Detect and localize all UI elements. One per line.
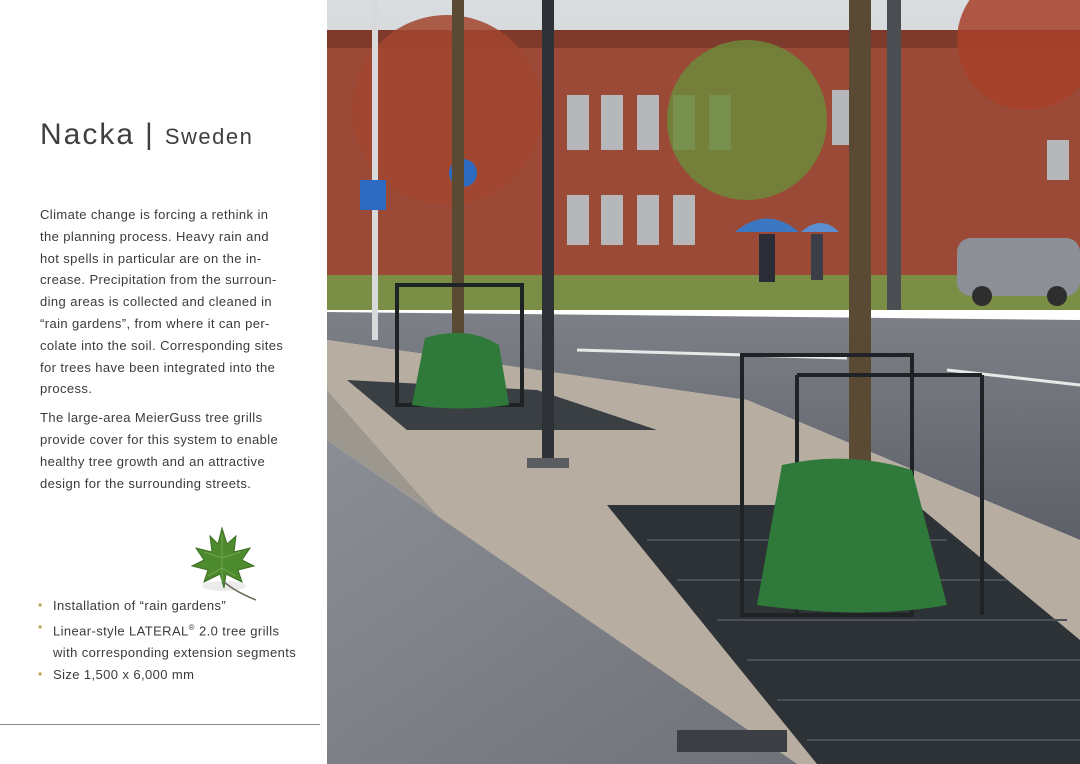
maple-leaf-icon	[184, 524, 260, 604]
paragraph-2: The large-area MeierGuss tree grills provide cover for this system to enable healthy tree growth and an attractive design for the surrounding streets.	[40, 410, 279, 491]
text-panel	[0, 0, 327, 764]
title-separator: |	[145, 118, 155, 151]
bullet-dot: •	[38, 666, 43, 681]
country-name: Sweden	[164, 124, 254, 149]
page-title	[40, 118, 253, 152]
paragraph-1: Climate change is forcing a rethink in the planning process. Heavy rain and hot spells in particular are on the in-crease. Precipitation from the surroun-ding areas is collected and cleaned in “rain gardens”, from where it can per-colate into the soil. Corresponding sites for trees have been integrated into the process.	[40, 207, 284, 397]
list-item: • Linear-style LATERAL® 2.0 tree grills with corresponding extension segments	[38, 617, 308, 664]
street-photo	[327, 0, 1080, 764]
divider	[0, 724, 320, 725]
city-name: Nacka	[40, 118, 136, 151]
list-item: • Size 1,500 x 6,000 mm	[38, 664, 308, 686]
bullet-dot: •	[38, 619, 43, 634]
description	[40, 204, 290, 501]
feature-list	[38, 595, 308, 686]
bullet-dot: •	[38, 598, 43, 612]
list-item: • Installation of “rain gardens”	[38, 595, 308, 617]
